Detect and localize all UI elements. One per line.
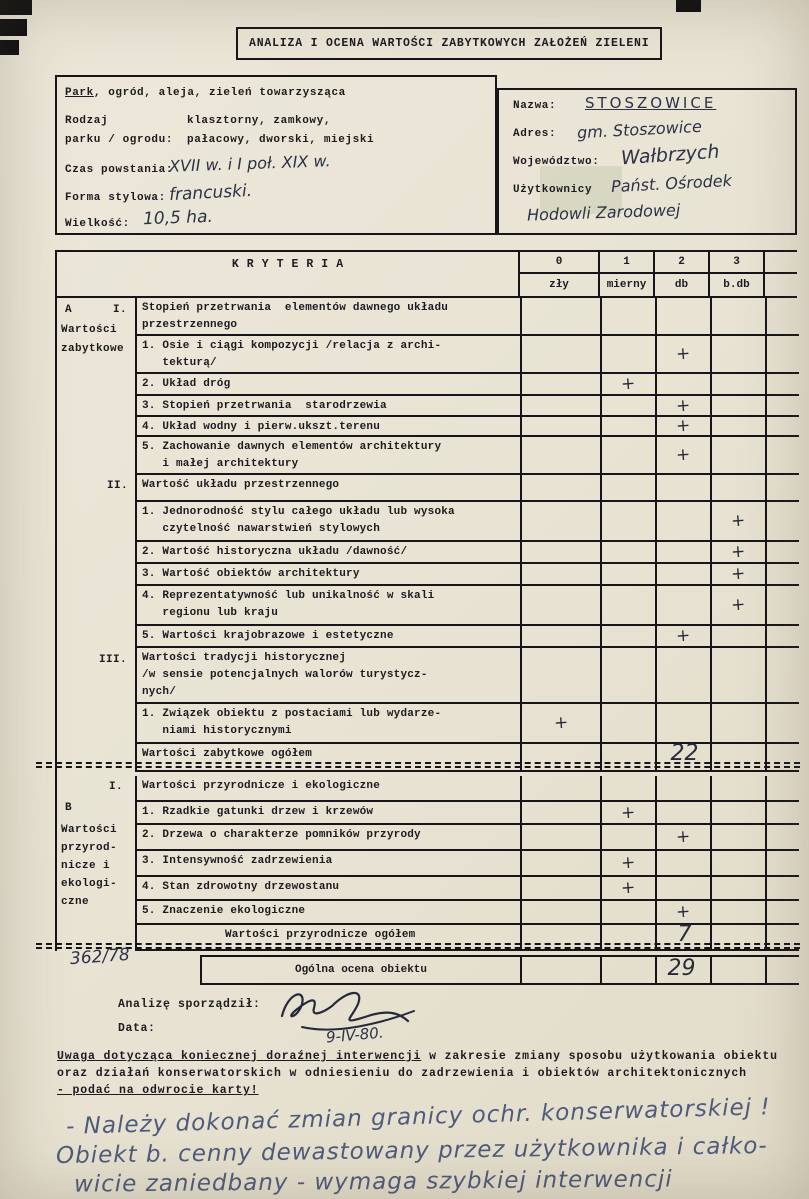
wielkosc-value: 10,5 ha. [142,206,214,230]
score-cell-3 [712,542,767,562]
score-cell-2 [657,298,712,334]
score-cell-1 [602,802,657,823]
table-edge-stub [767,877,799,899]
object-description-box [55,75,497,235]
score-cell-0 [522,648,602,702]
table-edge-stub [767,901,799,923]
section-label: zabytkowe [61,343,125,355]
table-edge-stub [767,776,799,800]
score-cell-3 [712,802,767,823]
score-cell-2 [657,802,712,823]
final-row-label: Ogólna ocena obiektu [202,957,522,983]
score-cell-0 [522,957,602,983]
handwritten-plus-mark: + [620,802,637,823]
registry-number: 362/78 [69,944,131,970]
score-cell-2 [657,374,712,394]
score-cell-0 [522,437,602,473]
table-edge-stub [767,374,799,394]
handwritten-plus-mark: + [675,444,692,466]
rodzaj-label: Rodzaj [65,115,109,127]
scan-artifact [0,19,27,36]
scan-artifact [0,40,19,55]
table-edge-stub [767,851,799,875]
handwritten-plus-mark: + [620,852,637,874]
annotation-line2: Obiekt b. cenny dewastowany przez użytkownika i całko- [55,1133,768,1169]
score-col-label: mierny [600,274,655,296]
uzytkownicy-value-line2: Hodowli Zarodowej [526,200,681,225]
handwritten-plus-mark: + [675,395,692,416]
score-cell-1 [602,957,657,983]
score-cell-3 [712,336,767,372]
score-cell-2 [657,564,712,584]
criteria-text: 3. Intensywność zadrzewienia [137,851,522,875]
section-label: I. [109,781,124,793]
score-col-number: 0 [520,252,600,272]
handwritten-plus-mark: + [730,510,747,532]
score-cell-1 [602,475,657,500]
czas-powstania-value: XVII w. i I poł. XIX w. [168,151,331,176]
section-a-historic-values [57,298,797,772]
adres-label: Adres: [513,128,557,140]
section-label: III. [99,654,128,666]
score-cell-1 [602,877,657,899]
score-cell-0 [522,626,602,646]
handwritten-plus-mark: + [553,712,569,734]
criteria-text: 3. Wartość obiektów architektury [137,564,522,584]
section-label: nicze i [61,860,111,872]
criteria-row [137,877,799,901]
criteria-row [137,851,799,877]
section-side-column [57,776,137,951]
score-cell-0 [522,475,602,500]
criteria-row [137,475,799,502]
table-edge-stub [767,626,799,646]
handwritten-plus-mark: + [675,826,692,848]
score-cell-2 [657,626,712,646]
score-cell-0 [522,825,602,849]
criteria-text: Stopień przetrwania elementów dawnego układu przestrzennego [137,298,522,334]
score-col-label: b.db [710,274,765,296]
section-label: ekologi- [61,878,118,890]
score-cell-0 [522,502,602,540]
score-cell-0 [522,298,602,334]
criteria-row [137,417,799,437]
section-label: A [65,304,73,316]
score-cell-1 [602,825,657,849]
score-header-block [520,252,797,296]
handwritten-plus-mark: + [620,877,637,899]
criteria-row [137,626,799,648]
score-cell-1 [602,542,657,562]
section-label: Wartości [61,824,118,836]
criteria-text: Wartości zabytkowe ogółem [137,744,522,770]
criteria-text: 2. Wartość historyczna układu /dawność/ [137,542,522,562]
score-cell-2 [657,396,712,415]
park-type-line [65,87,346,99]
score-cell-0 [522,417,602,435]
section-label: B [65,802,73,814]
handwritten-plus-mark: + [675,625,692,647]
scan-artifact [0,0,32,15]
score-col-number: 1 [600,252,655,272]
score-cell-1 [602,298,657,334]
section-label: przyrod- [61,842,118,854]
note-line1-rest: w zakresie zmiany sposobu użytkowania obiektu [421,1050,778,1063]
score-cell-2 [657,648,712,702]
criteria-row [137,825,799,851]
score-cell-3 [712,437,767,473]
criteria-table [55,250,797,951]
score-cell-1 [602,626,657,646]
note-line3: - podać na odwrocie karty! [57,1084,259,1097]
criteria-text: 4. Stan zdrowotny drzewostanu [137,877,522,899]
section-label: czne [61,896,90,908]
score-cell-3 [712,298,767,334]
table-edge-stub [765,252,797,272]
park-word: Park [65,87,94,99]
criteria-row [137,586,799,626]
score-cell-1 [602,437,657,473]
score-cell-2 [657,825,712,849]
handwritten-plus-mark: + [730,563,747,585]
score-col-label: zły [520,274,600,296]
rodzaj-options-line1: klasztorny, zamkowy, [187,115,332,127]
sporzadzil-label: Analizę sporządził: [118,998,261,1011]
criteria-row [137,437,799,475]
note-line1-underlined: Uwaga dotycząca koniecznej doraźnej interwencji [57,1050,422,1063]
kryteria-header: KRYTERIA [57,252,520,296]
table-edge-stub [767,475,799,500]
section-side-column [57,298,137,772]
criteria-text: 5. Znaczenie ekologiczne [137,901,522,923]
score-cell-0 [522,851,602,875]
handwritten-final-total: 29 [667,956,696,981]
criteria-text: 1. Rzadkie gatunki drzew i krzewów [137,802,522,823]
criteria-row [137,648,799,704]
score-cell-3 [712,877,767,899]
table-edge-stub [767,957,799,983]
dashed-separator [36,943,800,949]
criteria-text: 2. Drzewa o charakterze pomników przyrody [137,825,522,849]
score-cell-3 [712,586,767,624]
nazwa-label: Nazwa: [513,100,557,112]
criteria-text: 1. Osie i ciągi kompozycji /relacja z archi- tekturą/ [137,336,522,372]
object-identity-box [497,88,797,235]
criteria-rows [137,298,799,772]
score-cell-3 [712,648,767,702]
handwritten-plus-mark: + [730,594,747,616]
score-cell-1 [602,336,657,372]
annotation-line1: - Należy dokonać zmian granicy ochr. konserwatorskiej ! [65,1094,771,1140]
criteria-row [137,704,799,744]
score-cell-0 [522,877,602,899]
wojewodztwo-label: Województwo: [513,156,600,168]
criteria-row [137,564,799,586]
criteria-text: 3. Stopień przetrwania starodrzewia [137,396,522,415]
score-cell-3 [712,901,767,923]
score-cell-2 [657,851,712,875]
criteria-text: 1. Związek obiektu z postaciami lub wydarze- niami historycznymi [137,704,522,742]
score-cell-3 [712,957,767,983]
uzytkownicy-value-line1: Państ. Ośrodek [610,170,733,197]
score-labels-row [520,274,797,296]
criteria-text: 4. Reprezentatywność lub unikalność w skali regionu lub kraju [137,586,522,624]
parku-ogrodu-label: parku / ogrodu: [65,134,174,146]
table-edge-stub [767,704,799,742]
handwritten-plus-mark: + [675,901,692,923]
final-score-row [200,955,799,985]
score-cell-3 [712,825,767,849]
score-cell-0 [522,704,602,742]
uzytkownicy-label: Użytkownicy [513,184,593,196]
score-cell-1 [602,648,657,702]
score-cell-3 [712,502,767,540]
section-label: I. [113,304,128,316]
note-line2: oraz działań konserwatorskich w odniesieniu do zadrzewienia i obiektów architektonicznych [57,1067,747,1080]
score-cell-1 [602,704,657,742]
score-cell-1 [602,851,657,875]
score-cell-0 [522,396,602,415]
score-cell-3 [712,417,767,435]
table-edge-stub [767,564,799,584]
section-label: Wartości [61,324,118,336]
wielkosc-label: Wielkość: [65,218,130,230]
score-cell-2 [657,901,712,923]
note-line1 [57,1048,778,1065]
score-cell-0 [522,802,602,823]
adres-value: gm. Stoszowice [576,116,703,143]
score-cell-3 [712,374,767,394]
score-cell-0 [522,901,602,923]
section-label: II. [107,480,129,492]
score-cell-1 [602,586,657,624]
score-cell-3 [712,475,767,500]
note-paragraph [57,1048,778,1099]
score-cell-3 [712,851,767,875]
criteria-row [137,542,799,564]
score-cell-3 [712,396,767,415]
criteria-text: Wartości tradycji historycznej /w sensie potencjalnych walorów turystycz- nych/ [137,648,522,702]
criteria-row [137,374,799,396]
score-cell-2 [657,877,712,899]
data-label: Data: [118,1022,156,1035]
criteria-text: Wartość układu przestrzennego [137,475,522,500]
park-rest: , ogród, aleja, zieleń towarzysząca [93,87,346,99]
criteria-text: 4. Układ wodny i pierw.ukszt.terenu [137,417,522,435]
score-values-row [520,252,797,274]
criteria-row [137,298,799,336]
table-edge-stub [767,502,799,540]
wojewodztwo-value: Wałbrzych [620,140,721,170]
score-cell-1 [602,417,657,435]
forma-stylowa-value: francuski. [168,180,253,206]
score-cell-3 [712,564,767,584]
score-col-number: 2 [655,252,710,272]
table-header [57,252,797,298]
score-cell-1 [602,564,657,584]
score-cell-2 [657,475,712,500]
table-edge-stub [765,274,797,296]
table-edge-stub [767,802,799,823]
score-cell-2 [657,417,712,435]
handwritten-plus-mark: + [730,541,747,563]
score-cell-1 [602,374,657,394]
score-cell-3 [712,626,767,646]
score-cell-2 [657,502,712,540]
score-cell-2 [657,437,712,473]
criteria-text: 5. Zachowanie dawnych elementów architektury i małej architektury [137,437,522,473]
annotation-line3: wicie zaniedbany - wymaga szybkiej interwencji [73,1166,673,1198]
czas-powstania-label: Czas powstania: [65,164,174,176]
score-cell-2 [657,776,712,800]
handwritten-total-value: 7 [677,922,692,947]
section-b-natural-values [57,776,797,951]
criteria-text: 5. Wartości krajobrazowe i estetyczne [137,626,522,646]
score-cell-2 [657,336,712,372]
score-cell-0 [522,542,602,562]
table-edge-stub [767,542,799,562]
table-edge-stub [767,648,799,702]
score-cell-1 [602,396,657,415]
score-cell-1 [602,776,657,800]
criteria-text: 2. Układ dróg [137,374,522,394]
table-edge-stub [767,336,799,372]
handwritten-plus-mark: + [675,415,692,437]
criteria-text: 1. Jednorodność stylu całego układu lub wysoka czytelność nawarstwień stylowych [137,502,522,540]
score-cell-3 [712,704,767,742]
score-cell-2 [657,704,712,742]
criteria-row [137,396,799,417]
scan-artifact [676,0,701,12]
rodzaj-options-line2: pałacowy, dworski, miejski [187,134,375,146]
table-edge-stub [767,825,799,849]
criteria-row [137,776,799,802]
dashed-separator [36,762,800,768]
handwritten-plus-mark: + [620,373,637,395]
table-edge-stub [767,417,799,435]
criteria-text: Wartości przyrodnicze ogółem [137,925,522,949]
score-col-label: db [655,274,710,296]
form-title: ANALIZA I OCENA WARTOŚCI ZABYTKOWYCH ZAŁOŻEŃ ZIELENI [236,27,662,60]
handwritten-total-value: 22 [670,741,699,766]
criteria-row [137,802,799,825]
score-cell-0 [522,564,602,584]
score-cell-0 [522,776,602,800]
score-col-number: 3 [710,252,765,272]
criteria-text: Wartości przyrodnicze i ekologiczne [137,776,522,800]
forma-stylowa-label: Forma stylowa: [65,192,166,204]
score-cell-3 [712,776,767,800]
score-cell-0 [522,336,602,372]
score-cell-2 [657,586,712,624]
score-cell-1 [602,502,657,540]
table-edge-stub [767,396,799,415]
score-cell-0 [522,374,602,394]
score-cell-2 [657,542,712,562]
table-edge-stub [767,586,799,624]
nazwa-value: STOSZOWICE [585,94,717,112]
criteria-row [137,336,799,374]
score-cell-0 [522,586,602,624]
table-edge-stub [767,298,799,334]
score-cell-1 [602,901,657,923]
handwritten-plus-mark: + [675,343,692,365]
table-edge-stub [767,437,799,473]
date-value: 9-IV-80. [325,1023,385,1047]
criteria-row [137,502,799,542]
criteria-rows [137,776,799,951]
